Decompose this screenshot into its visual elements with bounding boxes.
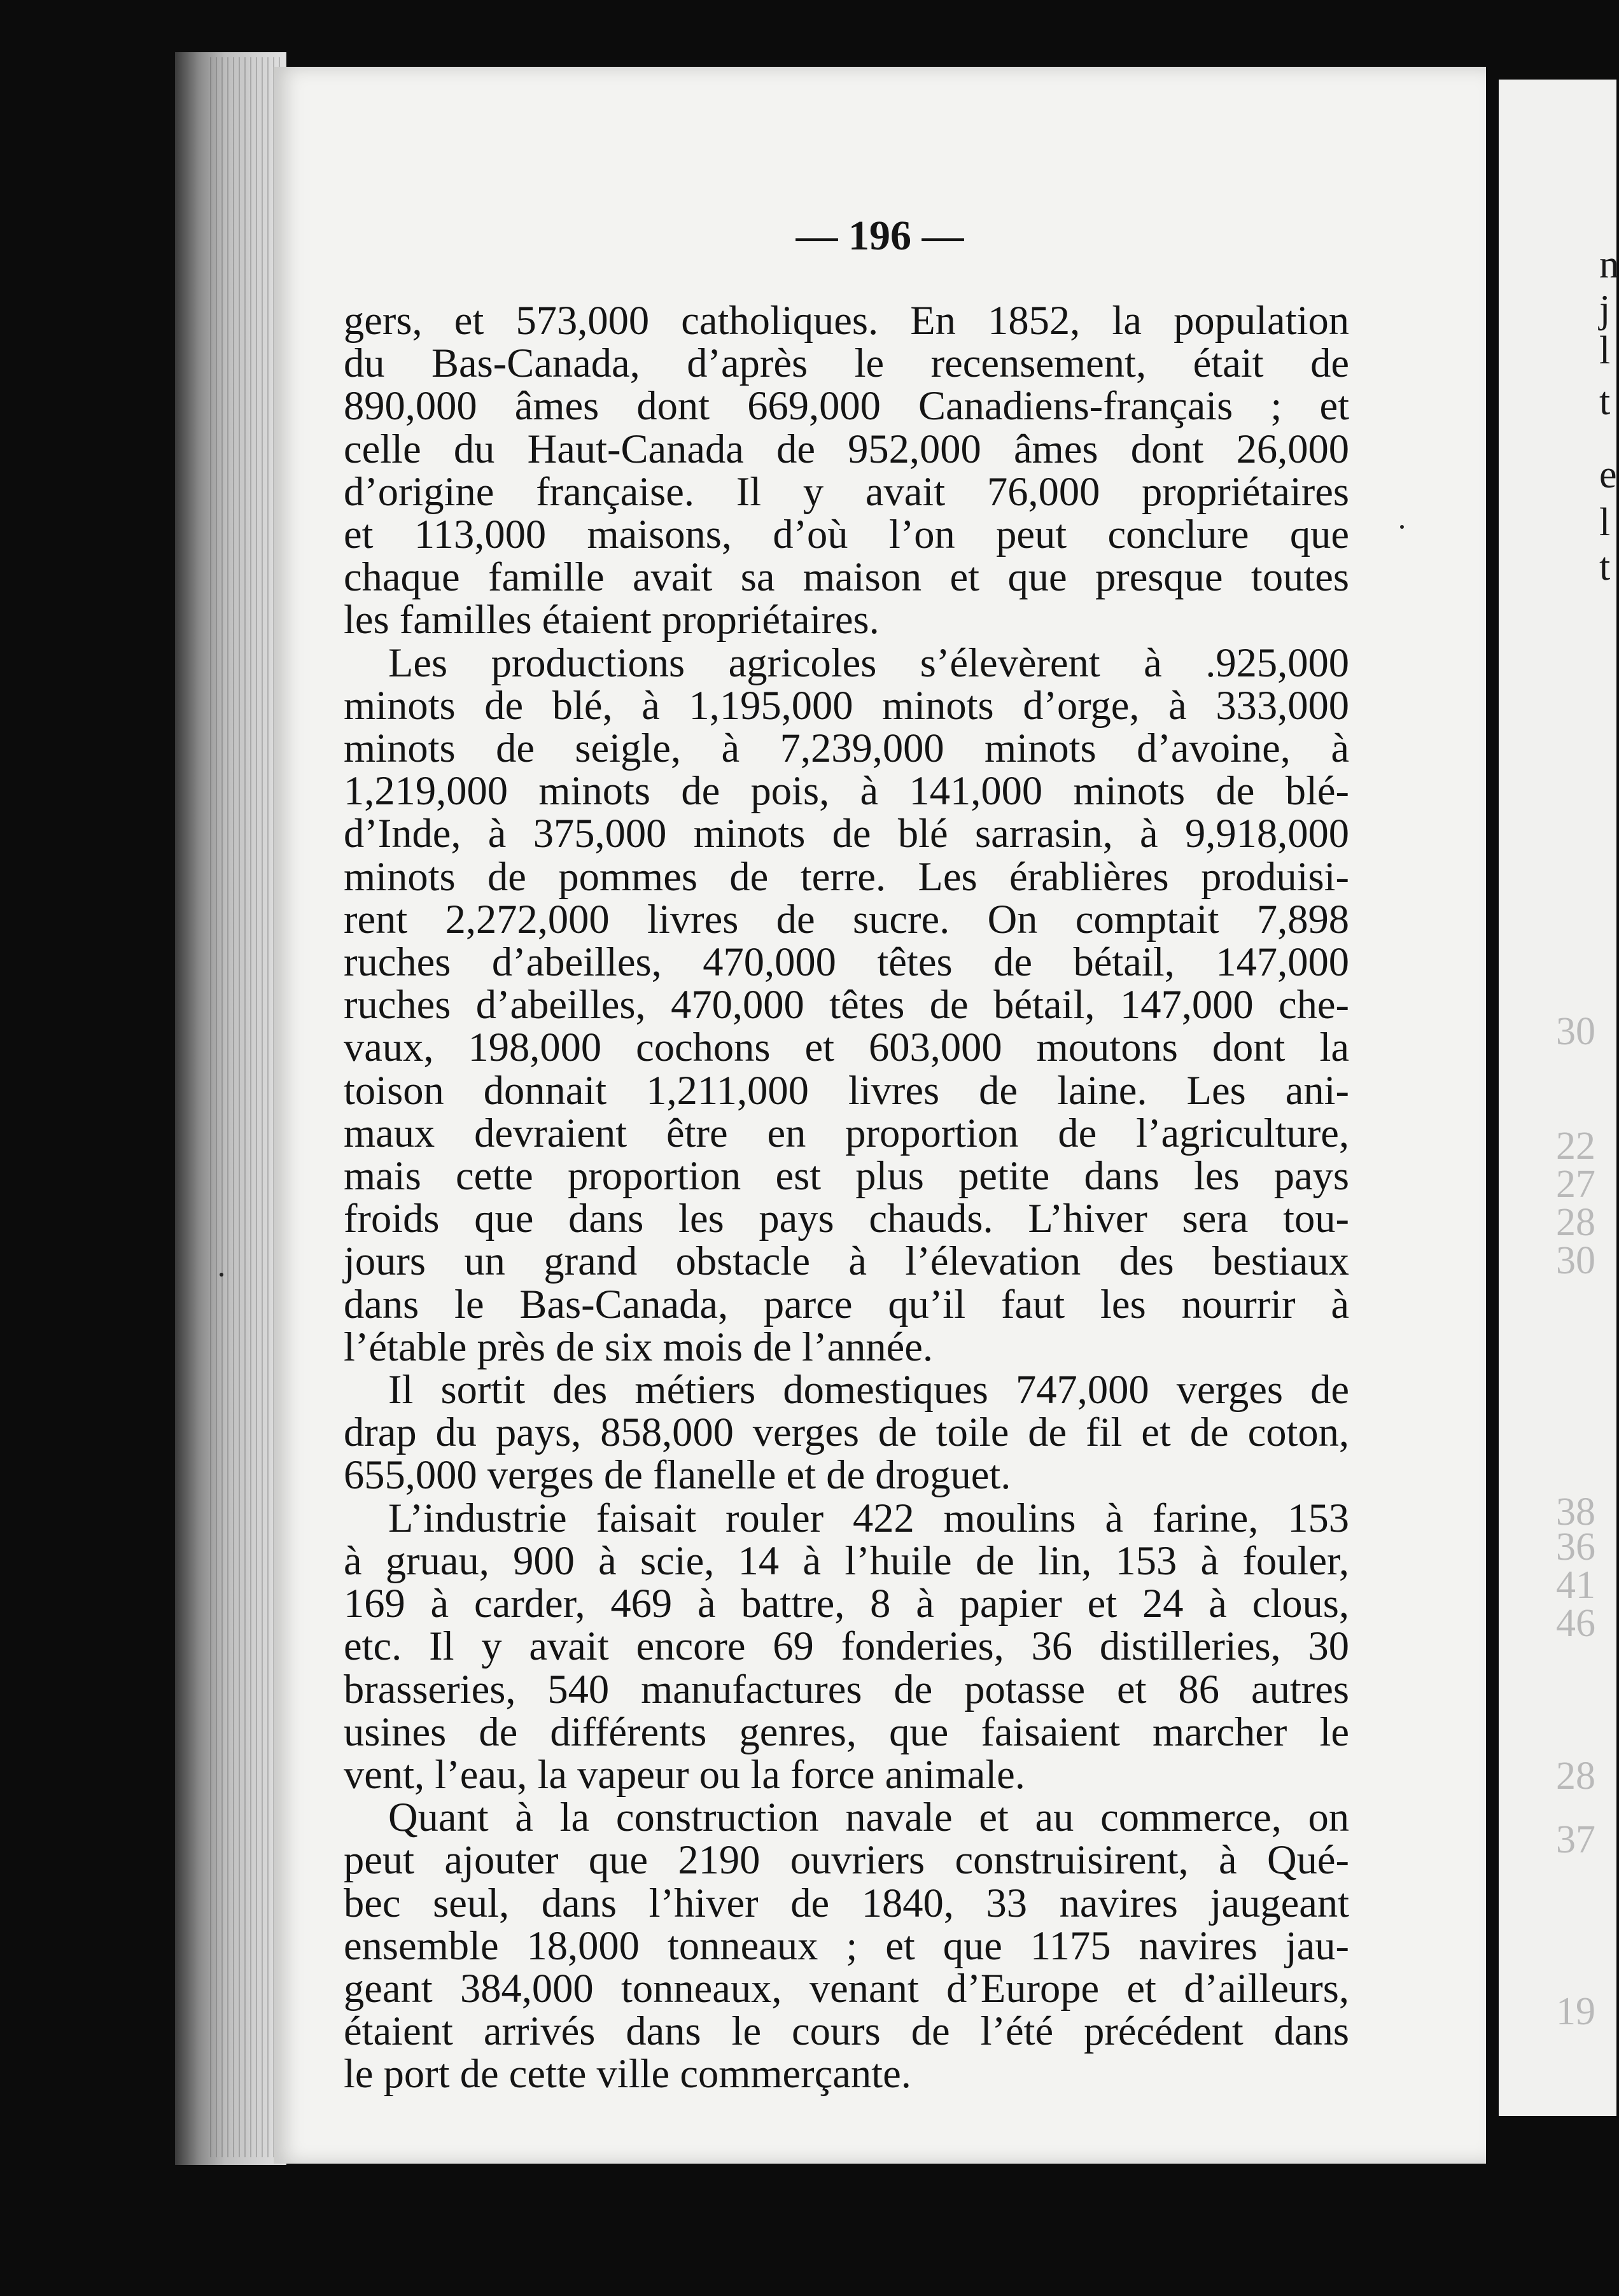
text-line: gers, et 573,000 catholiques. En 1852, la population: [344, 298, 1349, 343]
adjacent-page-fragment: e: [1599, 453, 1617, 496]
text-line: brasseries, 540 manufactures de potasse et 86 autres: [344, 1666, 1349, 1712]
text-line: minots de seigle, à 7,239,000 minots d’avoine, à: [344, 725, 1349, 771]
text-line: 655,000 verges de flanelle et de droguet.: [344, 1452, 1011, 1498]
adjacent-page-fragment: 41: [1556, 1564, 1595, 1607]
adjacent-page-fragment: t: [1599, 380, 1611, 423]
text-line: ensemble 18,000 tonneaux ; et que 1175 navires jau-: [344, 1922, 1349, 1968]
text-line: peut ajouter que 2190 ouvriers construisirent, à Qué-: [344, 1837, 1349, 1883]
text-line: à gruau, 900 à scie, 14 à l’huile de lin, 153 à fouler,: [344, 1537, 1349, 1583]
text-line: geant 384,000 tonneaux, venant d’Europe et d’ailleurs,: [344, 1965, 1349, 2011]
text-line: 1,219,000 minots de pois, à 141,000 minots de blé-: [344, 768, 1349, 814]
adjacent-page-fragment: 37: [1556, 1818, 1595, 1861]
text-line: l’étable près de six mois de l’année.: [344, 1324, 933, 1369]
adjacent-page-fragment: 28: [1556, 1754, 1595, 1798]
text-line: ruches d’abeilles, 470,000 têtes de bétail, 147,000 che-: [344, 982, 1349, 1028]
text-line: rent 2,272,000 livres de sucre. On comptait 7,898: [344, 896, 1349, 942]
adjacent-page-fragment: l: [1599, 329, 1611, 372]
text-line: usines de différents genres, que faisaient marcher le: [344, 1709, 1349, 1754]
text-line: toison donnait 1,211,000 livres de laine. Les ani-: [344, 1067, 1349, 1113]
text-line: bec seul, dans l’hiver de 1840, 33 navires jaugeant: [344, 1880, 1349, 1926]
text-line: chaque famille avait sa maison et que presque toutes: [344, 554, 1349, 600]
adjacent-page-fragment: j: [1599, 288, 1611, 331]
adjacent-page-fragment: n: [1599, 243, 1619, 286]
text-line: Les productions agricoles s’élevèrent à .925,000: [388, 640, 1349, 685]
text-line: ruches d’abeilles, 470,000 têtes de bétail, 147,000: [344, 939, 1349, 985]
ink-speck: [220, 1273, 223, 1277]
text-line: d’origine française. Il y avait 76,000 propriétaires: [344, 468, 1349, 514]
text-line: mais cette proportion est plus petite dans les pays: [344, 1153, 1349, 1199]
adjacent-page-fragment: 36: [1556, 1525, 1595, 1569]
text-line: 890,000 âmes dont 669,000 Canadiens-français ; et: [344, 383, 1349, 429]
text-line: drap du pays, 858,000 verges de toile de fil et de coton,: [344, 1410, 1349, 1455]
adjacent-page-fragment: t: [1599, 545, 1611, 589]
text-line: d’Inde, à 375,000 minots de blé sarrasin, à 9,918,000: [344, 811, 1349, 857]
adjacent-page-fragment: 30: [1556, 1239, 1595, 1282]
page-edges: [210, 57, 280, 2157]
text-line: du Bas-Canada, d’après le recensement, était de: [344, 340, 1349, 386]
text-line: jours un grand obstacle à l’élevation des bestiaux: [344, 1238, 1349, 1284]
adjacent-page-fragment: 19: [1556, 1990, 1595, 2033]
ink-speck: [1400, 525, 1404, 529]
text-line: maux devraient être en proportion de l’agriculture,: [344, 1110, 1349, 1156]
text-line: minots de blé, à 1,195,000 minots d’orge, à 333,000: [344, 682, 1349, 728]
text-line: le port de cette ville commerçante.: [344, 2051, 911, 2097]
text-line: dans le Bas-Canada, parce qu’il faut les nourrir à: [344, 1281, 1349, 1327]
text-line: étaient arrivés dans le cours de l’été précédent dans: [344, 2008, 1349, 2054]
adjacent-page-fragment: 28: [1556, 1201, 1595, 1244]
adjacent-page-edge: [1499, 80, 1619, 2116]
page-number: — 196 —: [795, 213, 964, 259]
adjacent-page-fragment: l: [1599, 501, 1611, 544]
text-line: minots de pommes de terre. Les érablières produisi-: [344, 853, 1349, 899]
text-line: et 113,000 maisons, d’où l’on peut conclure que: [344, 512, 1349, 557]
text-line: froids que dans les pays chauds. L’hiver sera tou-: [344, 1196, 1349, 1242]
text-line: etc. Il y avait encore 69 fonderies, 36 distilleries, 30: [344, 1623, 1349, 1669]
text-line: vaux, 198,000 cochons et 603,000 moutons dont la: [344, 1025, 1349, 1070]
adjacent-page-fragment: 22: [1556, 1124, 1595, 1168]
adjacent-page-fragment: 38: [1556, 1490, 1595, 1534]
text-line: Il sortit des métiers domestiques 747,000 verges de: [388, 1367, 1349, 1413]
adjacent-page-fragment: 46: [1556, 1602, 1595, 1645]
text-line: celle du Haut-Canada de 952,000 âmes dont 26,000: [344, 426, 1349, 472]
text-line: vent, l’eau, la vapeur ou la force animale.: [344, 1751, 1025, 1797]
page-body-text: [344, 299, 1349, 2096]
adjacent-page-fragment: 27: [1556, 1163, 1595, 1206]
text-line: les familles étaient propriétaires.: [344, 597, 880, 643]
adjacent-page-fragment: 30: [1556, 1010, 1595, 1053]
text-line: Quant à la construction navale et au commerce, on: [388, 1795, 1349, 1840]
text-line: 169 à carder, 469 à battre, 8 à papier et 24 à clous,: [344, 1581, 1349, 1627]
text-line: L’industrie faisait rouler 422 moulins à farine, 153: [388, 1495, 1349, 1541]
